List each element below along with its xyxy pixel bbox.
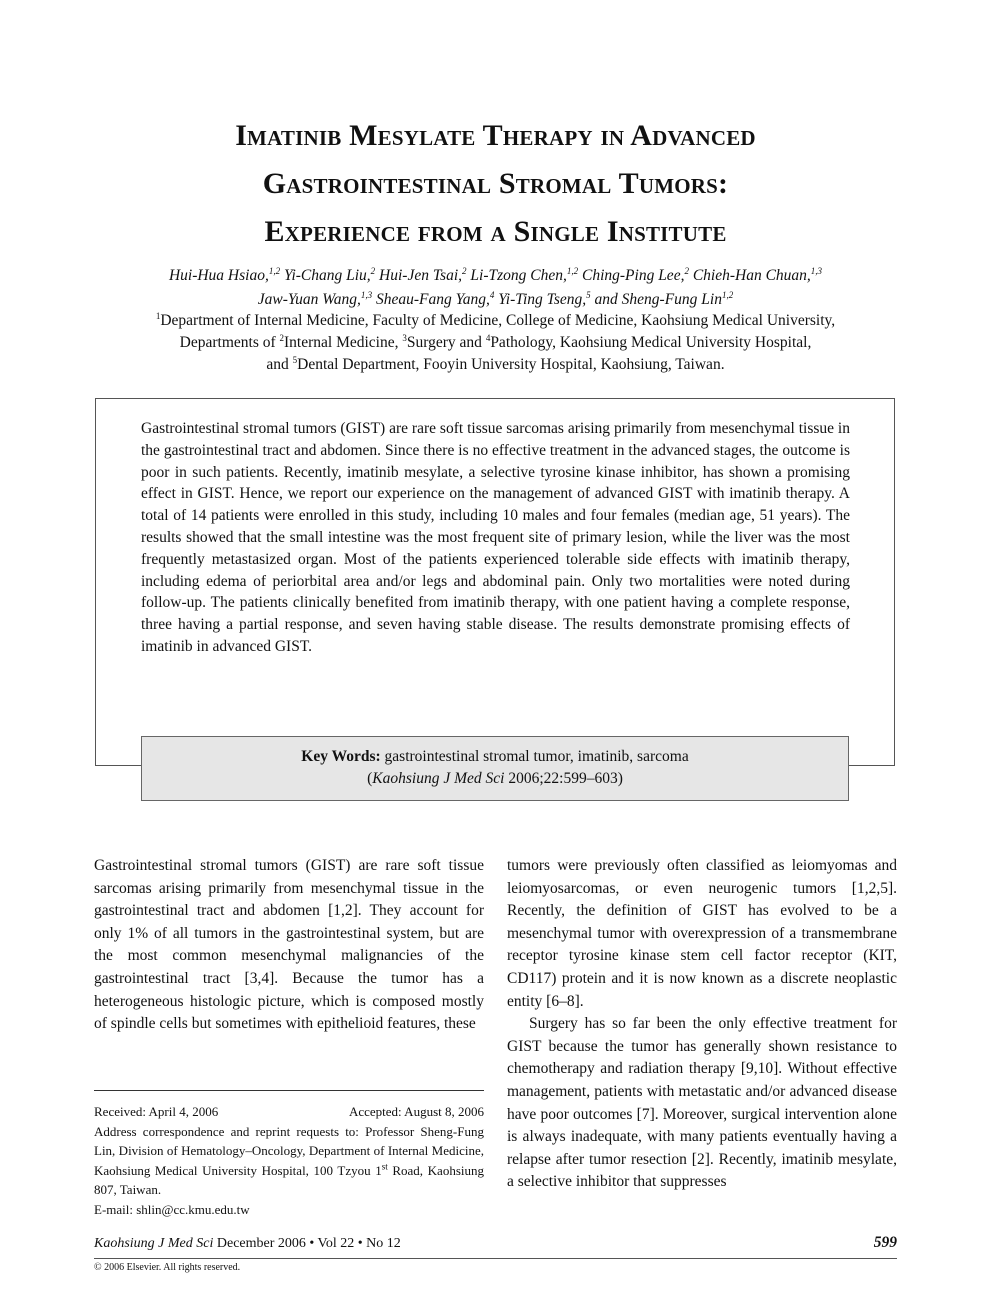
- author-affil-sup: 5: [586, 289, 591, 300]
- affiliation-text: Department of Internal Medicine, Faculty of Medicine, College of Medicine, Kaohsiung Medical University,: [160, 312, 836, 329]
- affiliations: [60, 310, 931, 376]
- keywords-label: Key Words:: [301, 748, 381, 765]
- author-line: [60, 288, 931, 312]
- affiliation-text: Dental Department, Fooyin University Hospital, Kaohsiung, Taiwan.: [297, 356, 725, 373]
- author: Ching-Ping Lee,: [578, 267, 685, 284]
- author-affil-sup: 1,2: [268, 265, 281, 276]
- author-affil-sup: 2: [684, 265, 689, 276]
- author: Hui-Hua Hsiao,: [168, 267, 269, 284]
- affil-sup: 1: [155, 310, 161, 321]
- footer-divider: [94, 1258, 897, 1259]
- author-affil-sup: 1,3: [360, 289, 373, 300]
- affil-sup: 2: [279, 332, 285, 343]
- author: Li-Tzong Chen,: [466, 267, 567, 284]
- author-list: [60, 264, 931, 312]
- author: Sheau-Fang Yang,: [372, 291, 490, 308]
- citation-paren: (: [367, 770, 373, 787]
- body-paragraph: Gastrointestinal stromal tumors (GIST) are rare soft tissue sarcomas arising primarily from mesenchymal tissue in the gastrointestinal tract and abdomen [1,2]. They account for only 1% of all tumors in the gastrointestinal system, but are the most common mesenchymal malignancies of the gastrointestinal tract [3,4]. Because the tumor has a heterogeneous histologic picture, which is composed mostly of spindle cells but sometimes with epithelioid features, these: [94, 857, 484, 1033]
- title-line: Experience from a Single Institute: [264, 215, 727, 248]
- author: and Sheng-Fung Lin: [590, 291, 722, 308]
- running-footer: [94, 1236, 401, 1252]
- affil-sup: 4: [485, 332, 491, 343]
- citation: 2006;22:599–603): [504, 770, 623, 787]
- keywords-box: [141, 736, 849, 801]
- correspondence-text: Road, Kaohsiung 807, Taiwan.: [94, 1162, 484, 1198]
- copyright: © 2006 Elsevier. All rights reserved.: [94, 1262, 241, 1273]
- author-affil-sup: 4: [489, 289, 495, 300]
- author-line: [60, 264, 931, 288]
- accepted-date: Accepted: August 8, 2006: [348, 1104, 484, 1119]
- affiliation-text: Pathology, Kaohsiung Medical University Hospital,: [490, 334, 812, 351]
- affil-sup: 5: [292, 354, 298, 365]
- footer-issue: December 2006 • Vol 22 • No 12: [213, 1236, 401, 1251]
- title-line: Imatinib Mesylate Therapy in Advanced: [235, 119, 756, 152]
- keywords-line: [142, 746, 848, 768]
- author: Yi-Chang Liu,: [280, 267, 371, 284]
- dates-row: [94, 1102, 484, 1122]
- correspondence: [94, 1122, 484, 1200]
- body-column-left: [94, 855, 484, 1036]
- received-date: Received: April 4, 2006: [94, 1104, 219, 1119]
- author: Chieh-Han Chuan,: [688, 267, 811, 284]
- keywords-text: gastrointestinal stromal tumor, imatinib, sarcoma: [380, 748, 689, 765]
- affiliation-line: [60, 310, 931, 332]
- citation-line: [142, 768, 848, 790]
- affiliation-text: Surgery and: [406, 334, 486, 351]
- footnote: [94, 1102, 484, 1220]
- ordinal-sup: st: [381, 1161, 388, 1172]
- body-paragraph: Surgery has so far been the only effective treatment for GIST because the tumor has generally shown resistance to chemotherapy and radiation therapy [9,10]. Without effective management, patients with metastatic and/or advanced disease have poor outcomes [7]. Moreover, surgical intervention alone is always inadequate, with many patients eventually having a relapse after tumor resection [2]. Recently, imatinib mesylate, a selective inhibitor that suppresses: [507, 1015, 897, 1191]
- correspondence-text: Address correspondence and reprint requests to: Professor Sheng-Fung Lin, Division of Hematology–Oncology, Department of Internal Medicine, Kaohsiung Medical University Hospital, 100 Tzyou 1: [94, 1123, 484, 1178]
- journal-name: Kaohsiung J Med Sci: [372, 770, 505, 787]
- affiliation-line: [60, 332, 931, 354]
- body-column-right: [507, 855, 897, 1194]
- author: Hui-Jen Tsai,: [375, 267, 463, 284]
- author: Jaw-Yuan Wang,: [257, 291, 361, 308]
- title-line: Gastrointestinal Stromal Tumors:: [262, 167, 729, 200]
- page-number: 599: [873, 1234, 897, 1251]
- article-title: [60, 112, 931, 256]
- author-affil-sup: 1,2: [566, 265, 579, 276]
- author: Yi-Ting Tseng,: [494, 291, 587, 308]
- author-affil-sup: 1,3: [810, 265, 823, 276]
- abstract: Gastrointestinal stromal tumors (GIST) are rare soft tissue sarcomas arising primarily from mesenchymal tissue in the gastrointestinal tract and abdomen. Since there is no effective treatment in the advanced stages, the outcome is poor in such patients. Recently, imatinib mesylate, a selective tyrosine kinase inhibitor, has shown a promising effect in GIST. Hence, we report our experience on the management of advanced GIST with imatinib therapy. A total of 14 patients were enrolled in this study, including 10 males and four females (median age, 51 years). The results showed that the small intestine was the most frequent site of primary lesion, while the liver was the most frequently metastasized organ. Most of the patients experienced tolerable side effects with imatinib therapy, including edema of periorbital area and/or legs and abdominal pain. Only two mortalities were noted during follow-up. The patients clinically benefited from imatinib therapy, with one patient having a complete response, three having a partial response, and seven having stable disease. The results demonstrate promising effects of imatinib in advanced GIST.: [141, 420, 850, 655]
- footer-journal: Kaohsiung J Med Sci: [94, 1236, 214, 1251]
- author-affil-sup: 1,2: [721, 289, 734, 300]
- affil-sup: 3: [402, 332, 407, 343]
- body-paragraph: tumors were previously often classified as leiomyomas and leiomyosarcomas, or even neurogenic tumors [1,2,5]. Recently, the definition of GIST has evolved to be a mesenchymal tumor with overexpression of a transmembrane receptor tyrosine kinase stem cell factor receptor (KIT, CD117) protein and it is now known as a discrete neoplastic entity [6–8].: [507, 857, 897, 1010]
- affiliation-line: [60, 354, 931, 376]
- footnote-divider: [94, 1090, 484, 1091]
- email: E-mail: shlin@cc.kmu.edu.tw: [94, 1201, 250, 1217]
- affiliation-text: Internal Medicine,: [284, 334, 403, 351]
- affiliation-text: Departments of: [179, 334, 280, 351]
- author-affil-sup: 2: [370, 265, 376, 276]
- author-affil-sup: 2: [462, 265, 467, 276]
- affiliation-text: and: [266, 356, 293, 373]
